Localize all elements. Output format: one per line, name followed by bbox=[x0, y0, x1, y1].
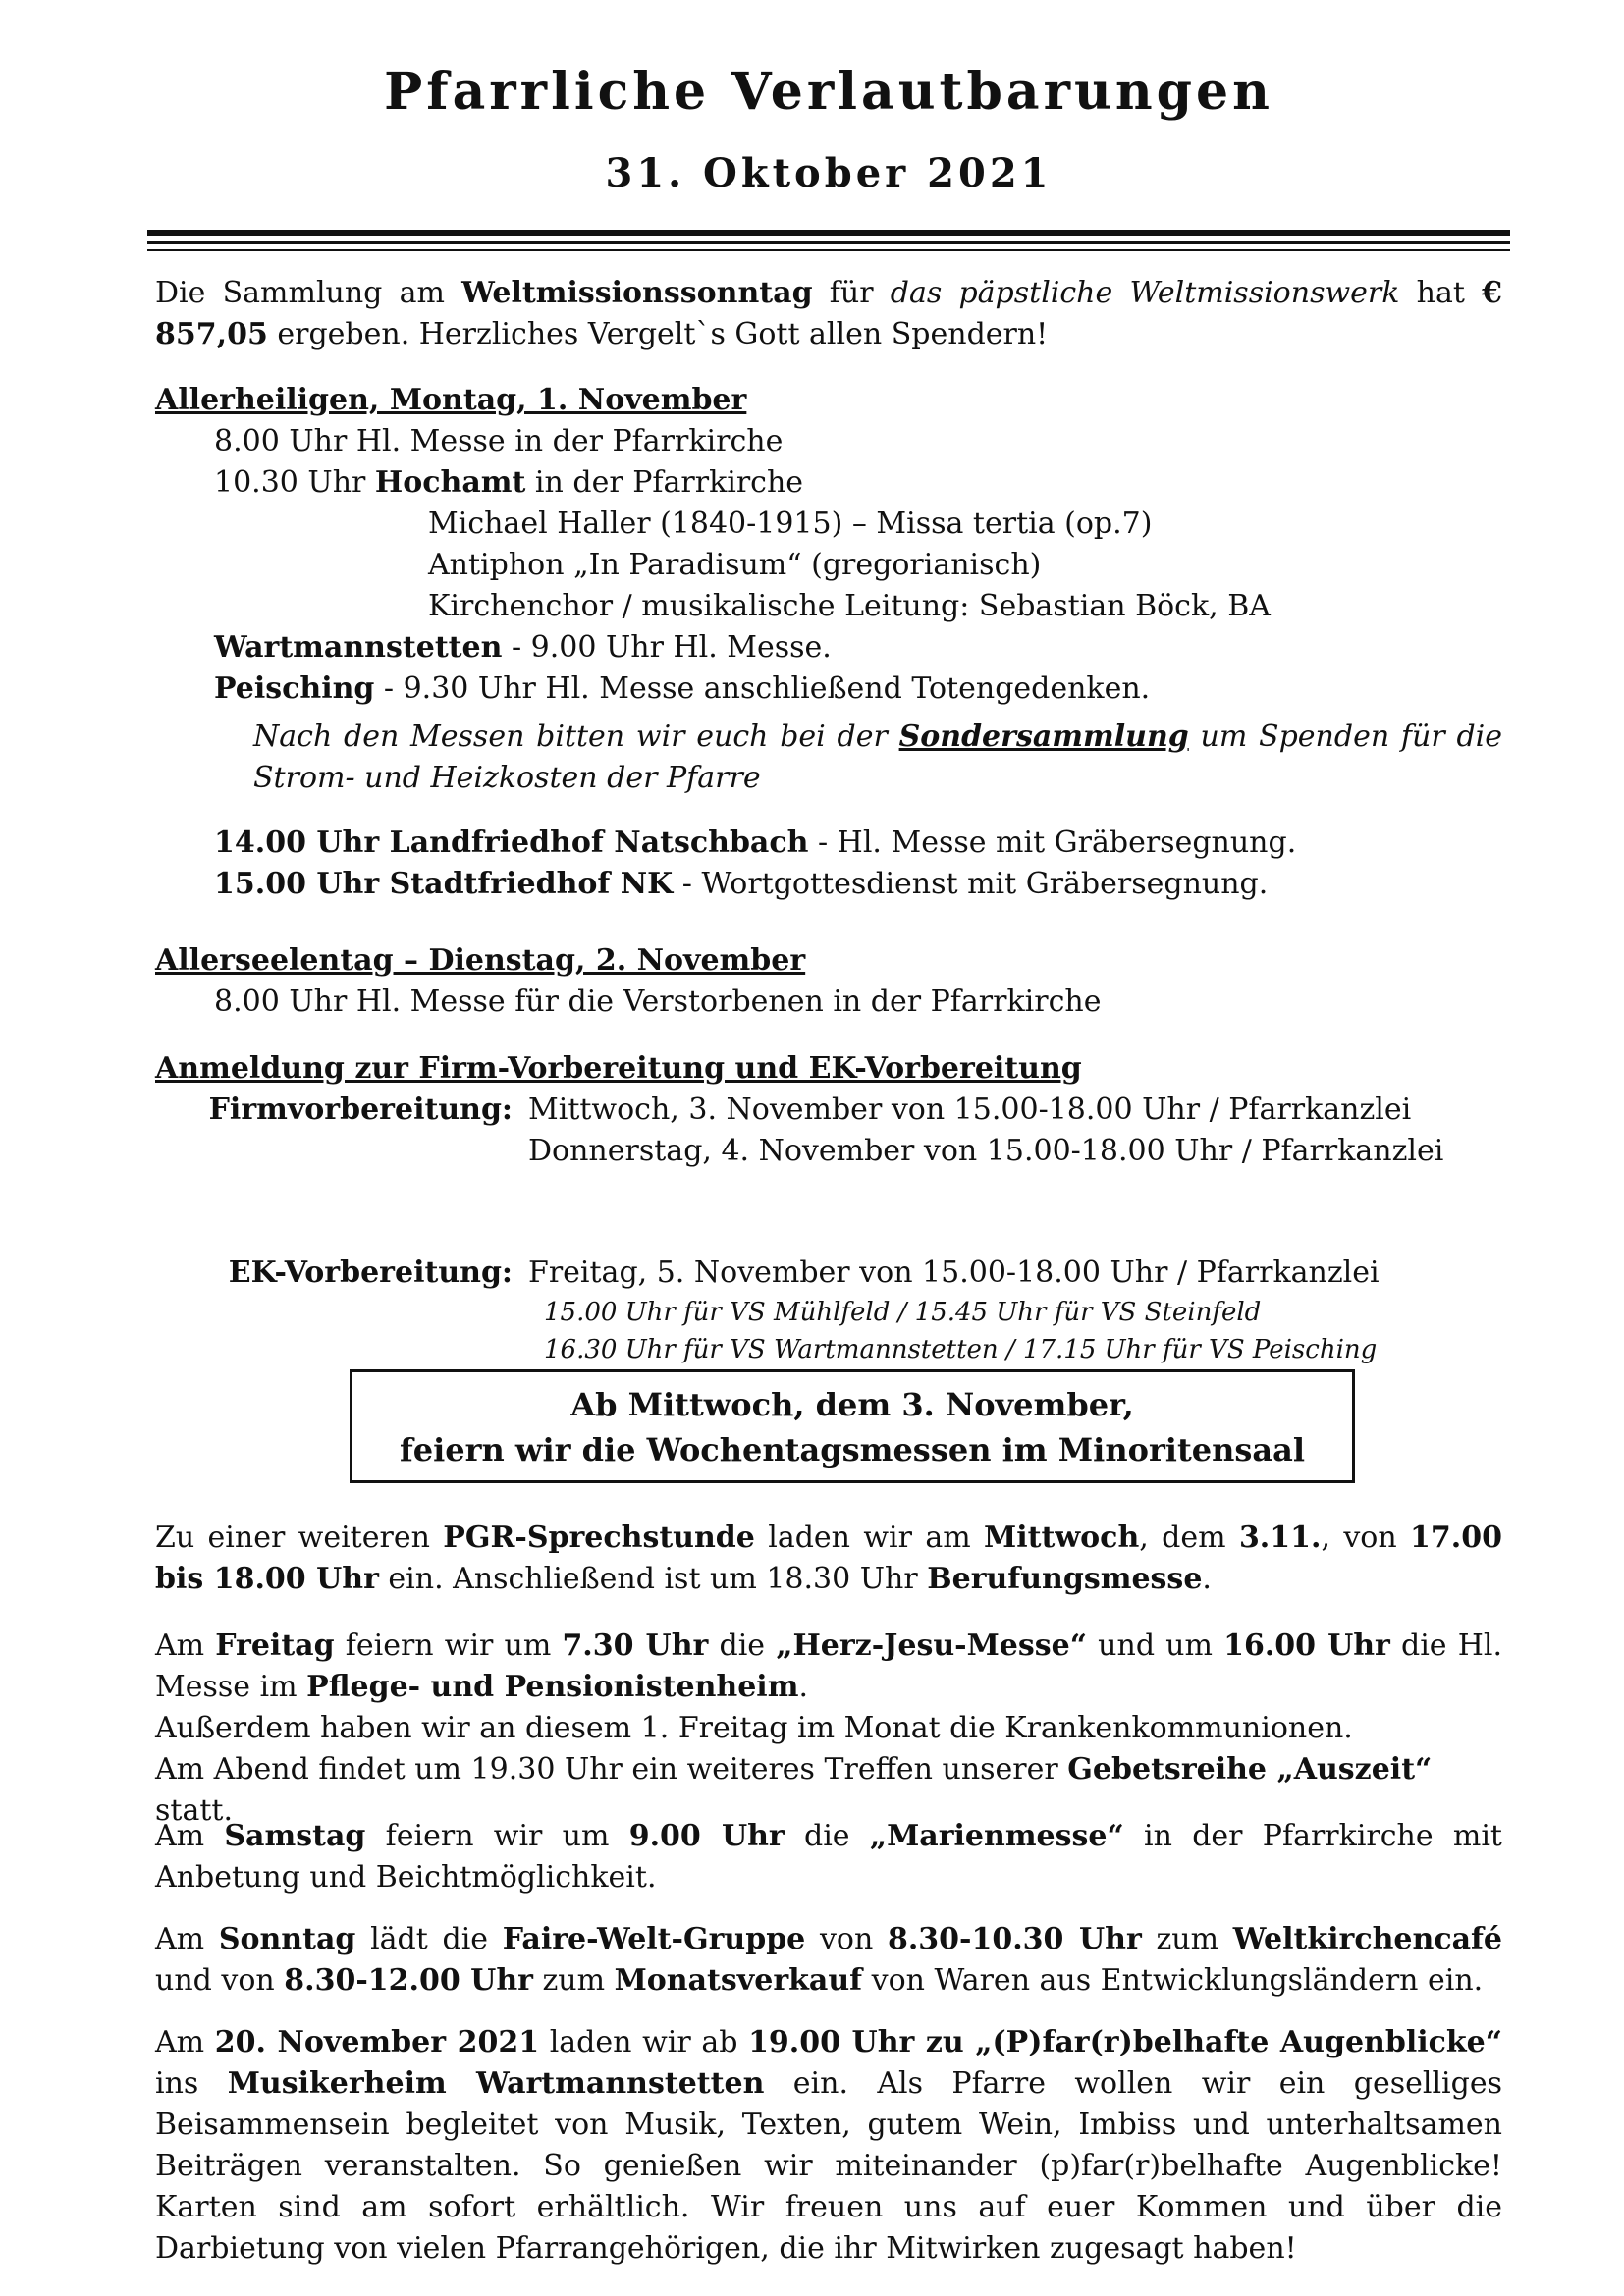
title-divider bbox=[147, 249, 1510, 251]
registration-section: Anmeldung zur Firm-Vorbereitung und EK-Vorbereitung Firmvorbereitung: Mittwoch, 3. November von 15.00-18.00 Uhr / Pfarrkanzlei Donnerstag, 4. November von 15.00-18.00 Uhr / Pfarrkanzlei bbox=[155, 1048, 1502, 1172]
saturday-paragraph: Am Samstag feiern wir um 9.00 Uhr die „Marienmesse“ in der Pfarrkirche mit Anbetung und Beichtmöglichkeit. bbox=[155, 1819, 1502, 1895]
title-divider bbox=[147, 241, 1510, 244]
collection-paragraph: Die Sammlung am Weltmissionssonntag für das päpstliche Weltmissionswerk hat € 857,05 ergeben. Herzliches Vergelt`s Gott allen Spendern! bbox=[155, 276, 1502, 351]
bulletin-date: 31. Oktober 2021 bbox=[605, 150, 1053, 196]
friday-paragraph: Am Freitag feiern wir um 7.30 Uhr die „Herz-Jesu-Messe“ und um 16.00 Uhr die Hl. Messe im Pflege- und Pensionistenheim. Außerdem haben wir an diesem 1. Freitag im Monat die Krankenkommunionen. Am Abend findet um 19.30 Uhr ein weiteres Treffen unserer Gebetsreihe „Auszeit“ statt. bbox=[155, 1629, 1502, 1828]
cemetery-services: 14.00 Uhr Landfriedhof Natschbach - Hl. Messe mit Gräbersegnung. 15.00 Uhr Stadtfriedhof NK - Wortgottesdienst mit Gräbersegnung. bbox=[214, 826, 1297, 901]
page-title: Pfarrliche Verlautbarungen bbox=[384, 62, 1273, 122]
november-event-paragraph: Am 20. November 2021 laden wir ab 19.00 Uhr zu „(P)far(r)belhafte Augenblicke“ ins Musikerheim Wartmannstetten ein. Als Pfarre wollen wir ein geselliges Beisammensein begleitet von Musik, Texten, gutem Wein, Imbiss und unterhaltsamen Beiträgen veranstalten. So genießen wir miteinander (p)far(r)belhafte Augenblicke! Karten sind am sofort erhältlich. Wir freuen uns auf euer Kommen und über die Darbietung von vielen Pfarrangehörigen, die ihr Mitwirken zugesagt haben! bbox=[155, 2025, 1503, 2266]
ek-registration: EK-Vorbereitung: Freitag, 5. November von 15.00-18.00 Uhr / Pfarrkanzlei 15.00 Uhr für VS Mühlfeld / 15.45 Uhr für VS Steinfeld 16.30 Uhr für VS Wartmannstetten / 17.15 Uhr für VS Peisching bbox=[228, 1255, 1380, 1364]
allerheiligen-section: Allerheiligen, Montag, 1. November 8.00 Uhr Hl. Messe in der Pfarrkirche 10.30 Uhr Hochamt in der Pfarrkirche Michael Haller (1840-1915) – Missa tertia (op.7) Antiphon „In Paradisum“ (gregorianisch) Kirchenchor / musikalische Leitung: Sebastian Böck, BA Wartmannstetten - 9.00 Uhr Hl. Messe. Peisching - 9.30 Uhr Hl. Messe anschließend Totengedenken. bbox=[155, 380, 1502, 710]
collection-note: Nach den Messen bitten wir euch bei der Sondersammlung um Spenden für die Strom- und Heizkosten der Pfarre bbox=[253, 720, 1502, 795]
allerseelen-section: Allerseelentag – Dienstag, 2. November 8.00 Uhr Hl. Messe für die Verstorbenen in der Pfarrkirche bbox=[155, 940, 1502, 1023]
sunday-paragraph: Am Sonntag lädt die Faire-Welt-Gruppe von 8.30-10.30 Uhr zum Weltkirchencafé und von 8.30-12.00 Uhr zum Monatsverkauf von Waren aus Entwicklungsländern ein. bbox=[155, 1922, 1503, 1998]
section-heading: Allerheiligen, Montag, 1. November bbox=[155, 383, 747, 417]
pgr-paragraph: Zu einer weiteren PGR-Sprechstunde laden wir am Mittwoch, dem 3.11., von 17.00 bis 18.00 Uhr ein. Anschließend ist um 18.30 Uhr Berufungsmesse. bbox=[155, 1521, 1502, 1596]
title-divider bbox=[147, 230, 1510, 236]
section-heading: Anmeldung zur Firm-Vorbereitung und EK-Vorbereitung bbox=[155, 1051, 1082, 1086]
section-heading: Allerseelentag – Dienstag, 2. November bbox=[155, 943, 806, 978]
weekday-mass-notice-box: Ab Mittwoch, dem 3. November, feiern wir die Wochentagsmessen im Minoritensaal bbox=[350, 1369, 1355, 1483]
